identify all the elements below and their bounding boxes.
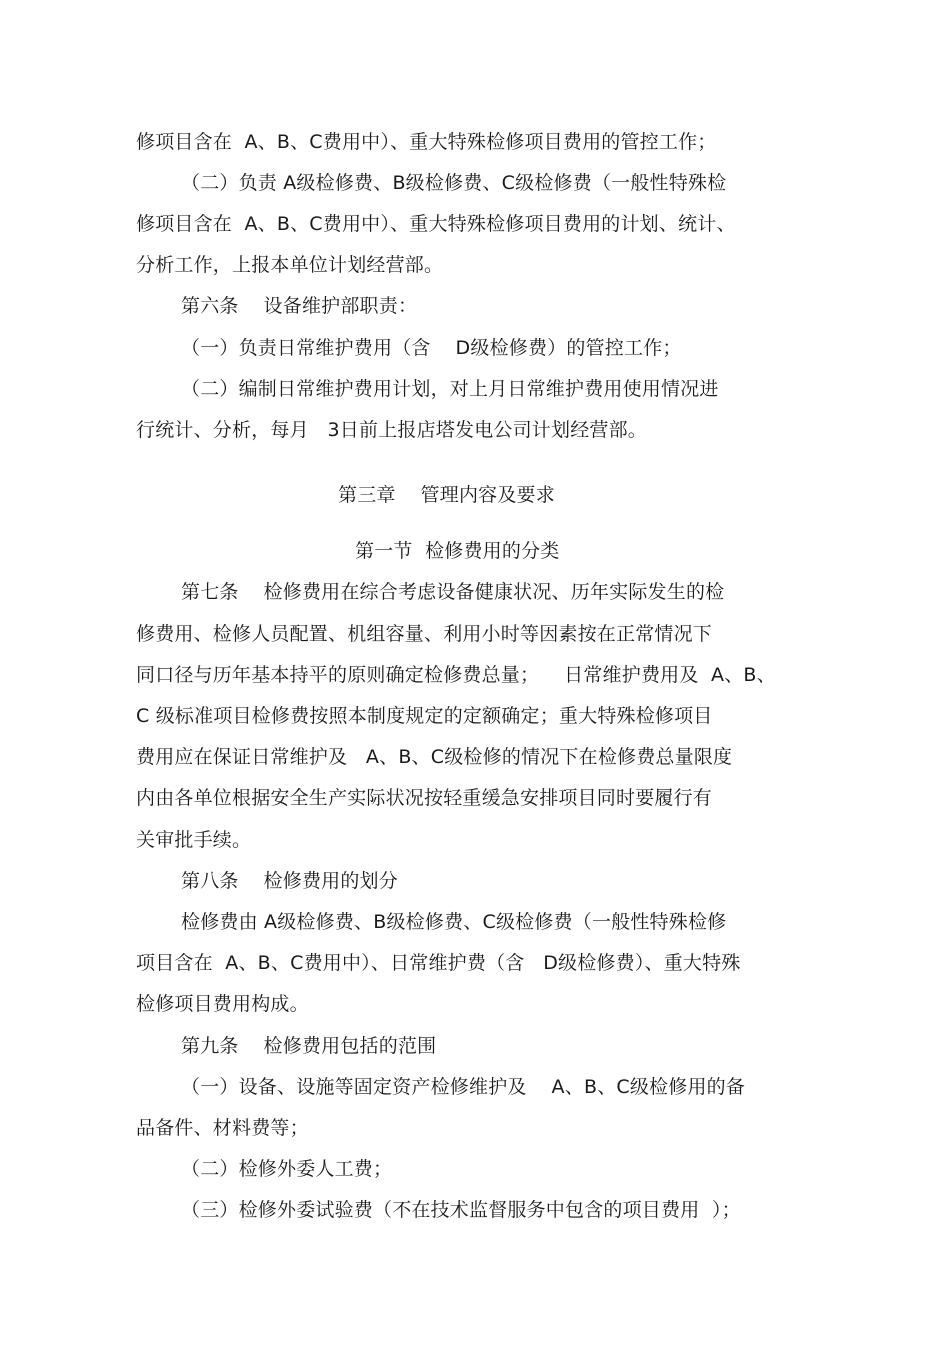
body-line: 同口径与历年基本持平的原则确定检修费总量； 日常维护费用及 A、B、 <box>136 664 776 686</box>
body-line: 费用应在保证日常维护及 A、B、C级检修的情况下在检修费总量限度 <box>136 746 733 768</box>
body-line: 内由各单位根据安全生产实际状况按轻重缓急安排项目同时要履行有 <box>136 787 713 809</box>
body-line: （二）检修外委人工费； <box>181 1158 393 1180</box>
body-line: （二）负责 A级检修费、B级检修费、C级检修费（一般性特殊检 <box>181 172 727 194</box>
body-line: 分析工作，上报本单位计划经营部。 <box>136 254 444 276</box>
body-line: 修项目含在 A、B、C费用中）、重大特殊检修项目费用的管控工作； <box>136 131 717 153</box>
article-heading: 第九条 检修费用包括的范围 <box>181 1035 437 1057</box>
body-line: 关审批手续。 <box>136 829 252 851</box>
article-heading: 第六条 设备维护部职责： <box>181 295 418 317</box>
body-line: 检修项目费用构成。 <box>136 993 309 1015</box>
body-line: （三）检修外委试验费（不在技术监督服务中包含的项目费用 ）； <box>181 1199 741 1221</box>
article-heading: 第八条 检修费用的划分 <box>181 870 398 892</box>
article-heading: 第七条 检修费用在综合考虑设备健康状况、历年实际发生的检 <box>181 581 725 603</box>
body-line: 行统计、分析，每月 3日前上报店塔发电公司计划经营部。 <box>136 419 648 441</box>
body-line: 项目含在 A、B、C费用中）、日常维护费（含 D级检修费）、重大特殊 <box>136 952 741 974</box>
body-line: C 级标准项目检修费按照本制度规定的定额确定；重大特殊检修项目 <box>136 705 713 727</box>
section-title: 第一节 检修费用的分类 <box>355 540 560 562</box>
body-line: 检修费由 A级检修费、B级检修费、C级检修费（一般性特殊检修 <box>181 911 727 933</box>
body-line: （二）编制日常维护费用计划，对上月日常维护费用使用情况进 <box>181 378 719 400</box>
chapter-title: 第三章 管理内容及要求 <box>338 484 555 506</box>
body-line: 修项目含在 A、B、C费用中）、重大特殊检修项目费用的计划、统计、 <box>136 213 736 235</box>
body-line: 修费用、检修人员配置、机组容量、利用小时等因素按在正常情况下 <box>136 623 713 645</box>
body-line: （一）设备、设施等固定资产检修维护及 A、B、C级检修用的备 <box>181 1076 746 1098</box>
body-line: 品备件、材料费等； <box>136 1117 309 1139</box>
body-line: （一）负责日常维护费用（含 D级检修费）的管控工作； <box>181 337 682 359</box>
